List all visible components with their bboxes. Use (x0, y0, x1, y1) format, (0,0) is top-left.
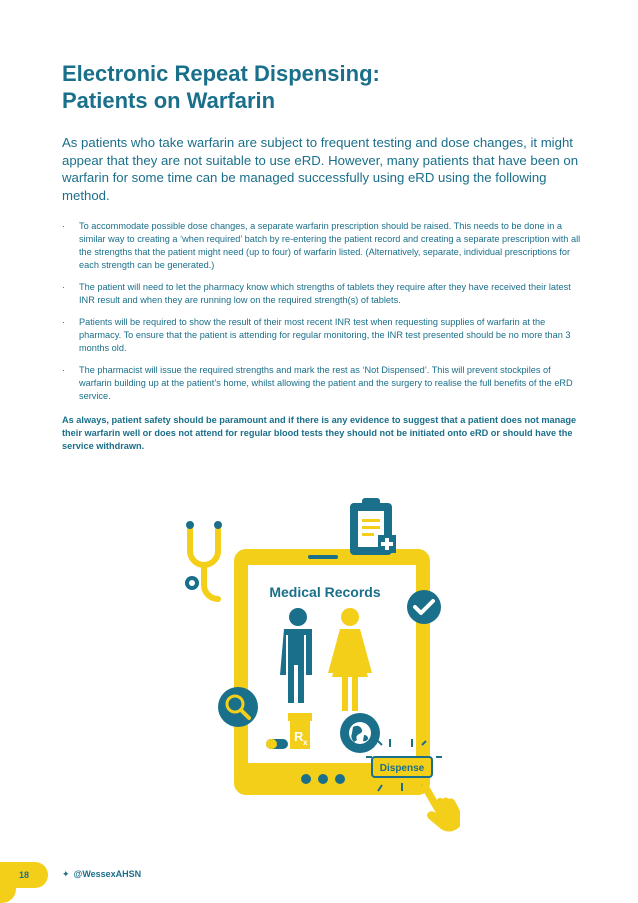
list-item-text: The patient will need to let the pharmacy know which strengths of tablets they require after they have received their latest INR result and when they are running low on the required strength(s) of tablets. (79, 282, 571, 305)
page-footer (0, 862, 638, 903)
rx-sub-label: x (303, 738, 308, 747)
safety-note: As always, patient safety should be paramount and if there is any evidence to suggest that a patient does not manage their warfarin well or does not attend for regular blood tests they should not be initiated onto eRD or should have the service withdrawn. (62, 415, 577, 451)
page-number: 18 (0, 862, 48, 888)
bullet-marker: · (62, 282, 66, 292)
list-item (62, 281, 582, 307)
footer-corner-decoration (0, 888, 16, 903)
check-icon (407, 590, 441, 624)
twitter-handle[interactable] (62, 869, 141, 880)
screen-label: Medical Records (269, 584, 381, 600)
title-line-2: Patients on Warfarin (62, 88, 276, 113)
list-item (62, 364, 582, 403)
list-item-text: Patients will be required to show the result of their most recent INR test when requesting supplies of warfarin at the pharmacy. To ensure that the patient is attending for regular monitoring, the INR test presented should be no more than 3 months old. (79, 317, 571, 353)
prescription-bottle-icon (288, 713, 312, 749)
stethoscope-earpiece (214, 521, 222, 529)
method-list (62, 220, 582, 412)
intro-paragraph: As patients who take warfarin are subject to frequent testing and dose changes, it might appear that they are not suitable to use eRD. However, many patients that have been on warfarin for some time can be managed successfully using eRD using the following method. (62, 135, 579, 203)
dispense-label: Dispense (379, 763, 425, 774)
list-item-text: The pharmacist will issue the required strengths and mark the rest as ‘Not Dispensed’. This will prevent stockpiles of warfarin building up at the patient’s home, whilst allowing the patient and the surgery to realise the full benefits of the eRD service. (79, 365, 573, 401)
pill-icon (266, 739, 288, 749)
tablet-dot-icon (335, 774, 345, 784)
clipboard-icon (350, 498, 396, 555)
pointing-hand-icon (422, 784, 461, 832)
tablet-speaker (308, 555, 338, 559)
list-item (62, 316, 582, 355)
medical-records-illustration (160, 495, 460, 835)
title-line-1: Electronic Repeat Dispensing: (62, 61, 380, 86)
rx-label: R (294, 729, 304, 744)
search-icon (218, 687, 258, 727)
bullet-marker: · (62, 317, 66, 327)
page-title (62, 60, 602, 114)
bullet-marker: · (62, 365, 66, 375)
bullet-marker: · (62, 221, 66, 231)
list-item (62, 220, 582, 272)
tablet-dot-icon (301, 774, 311, 784)
tablet-dot-icon (318, 774, 328, 784)
list-item-text: To accommodate possible dose changes, a separate warfarin prescription should be raised. This needs to be done in a similar way to creating a ‘when required’ batch by re-entering the patient record and creating a separate prescription with all the strengths that the patient might need (up to four) of warfarin listed. (Alternatively, separate, individual prescriptions for each strength can be generated.) (79, 221, 581, 270)
stethoscope-earpiece (186, 521, 194, 529)
twitter-handle-text: @WessexAHSN (73, 869, 142, 879)
globe-icon (340, 713, 380, 753)
twitter-bird-icon: ✦ (62, 869, 70, 879)
